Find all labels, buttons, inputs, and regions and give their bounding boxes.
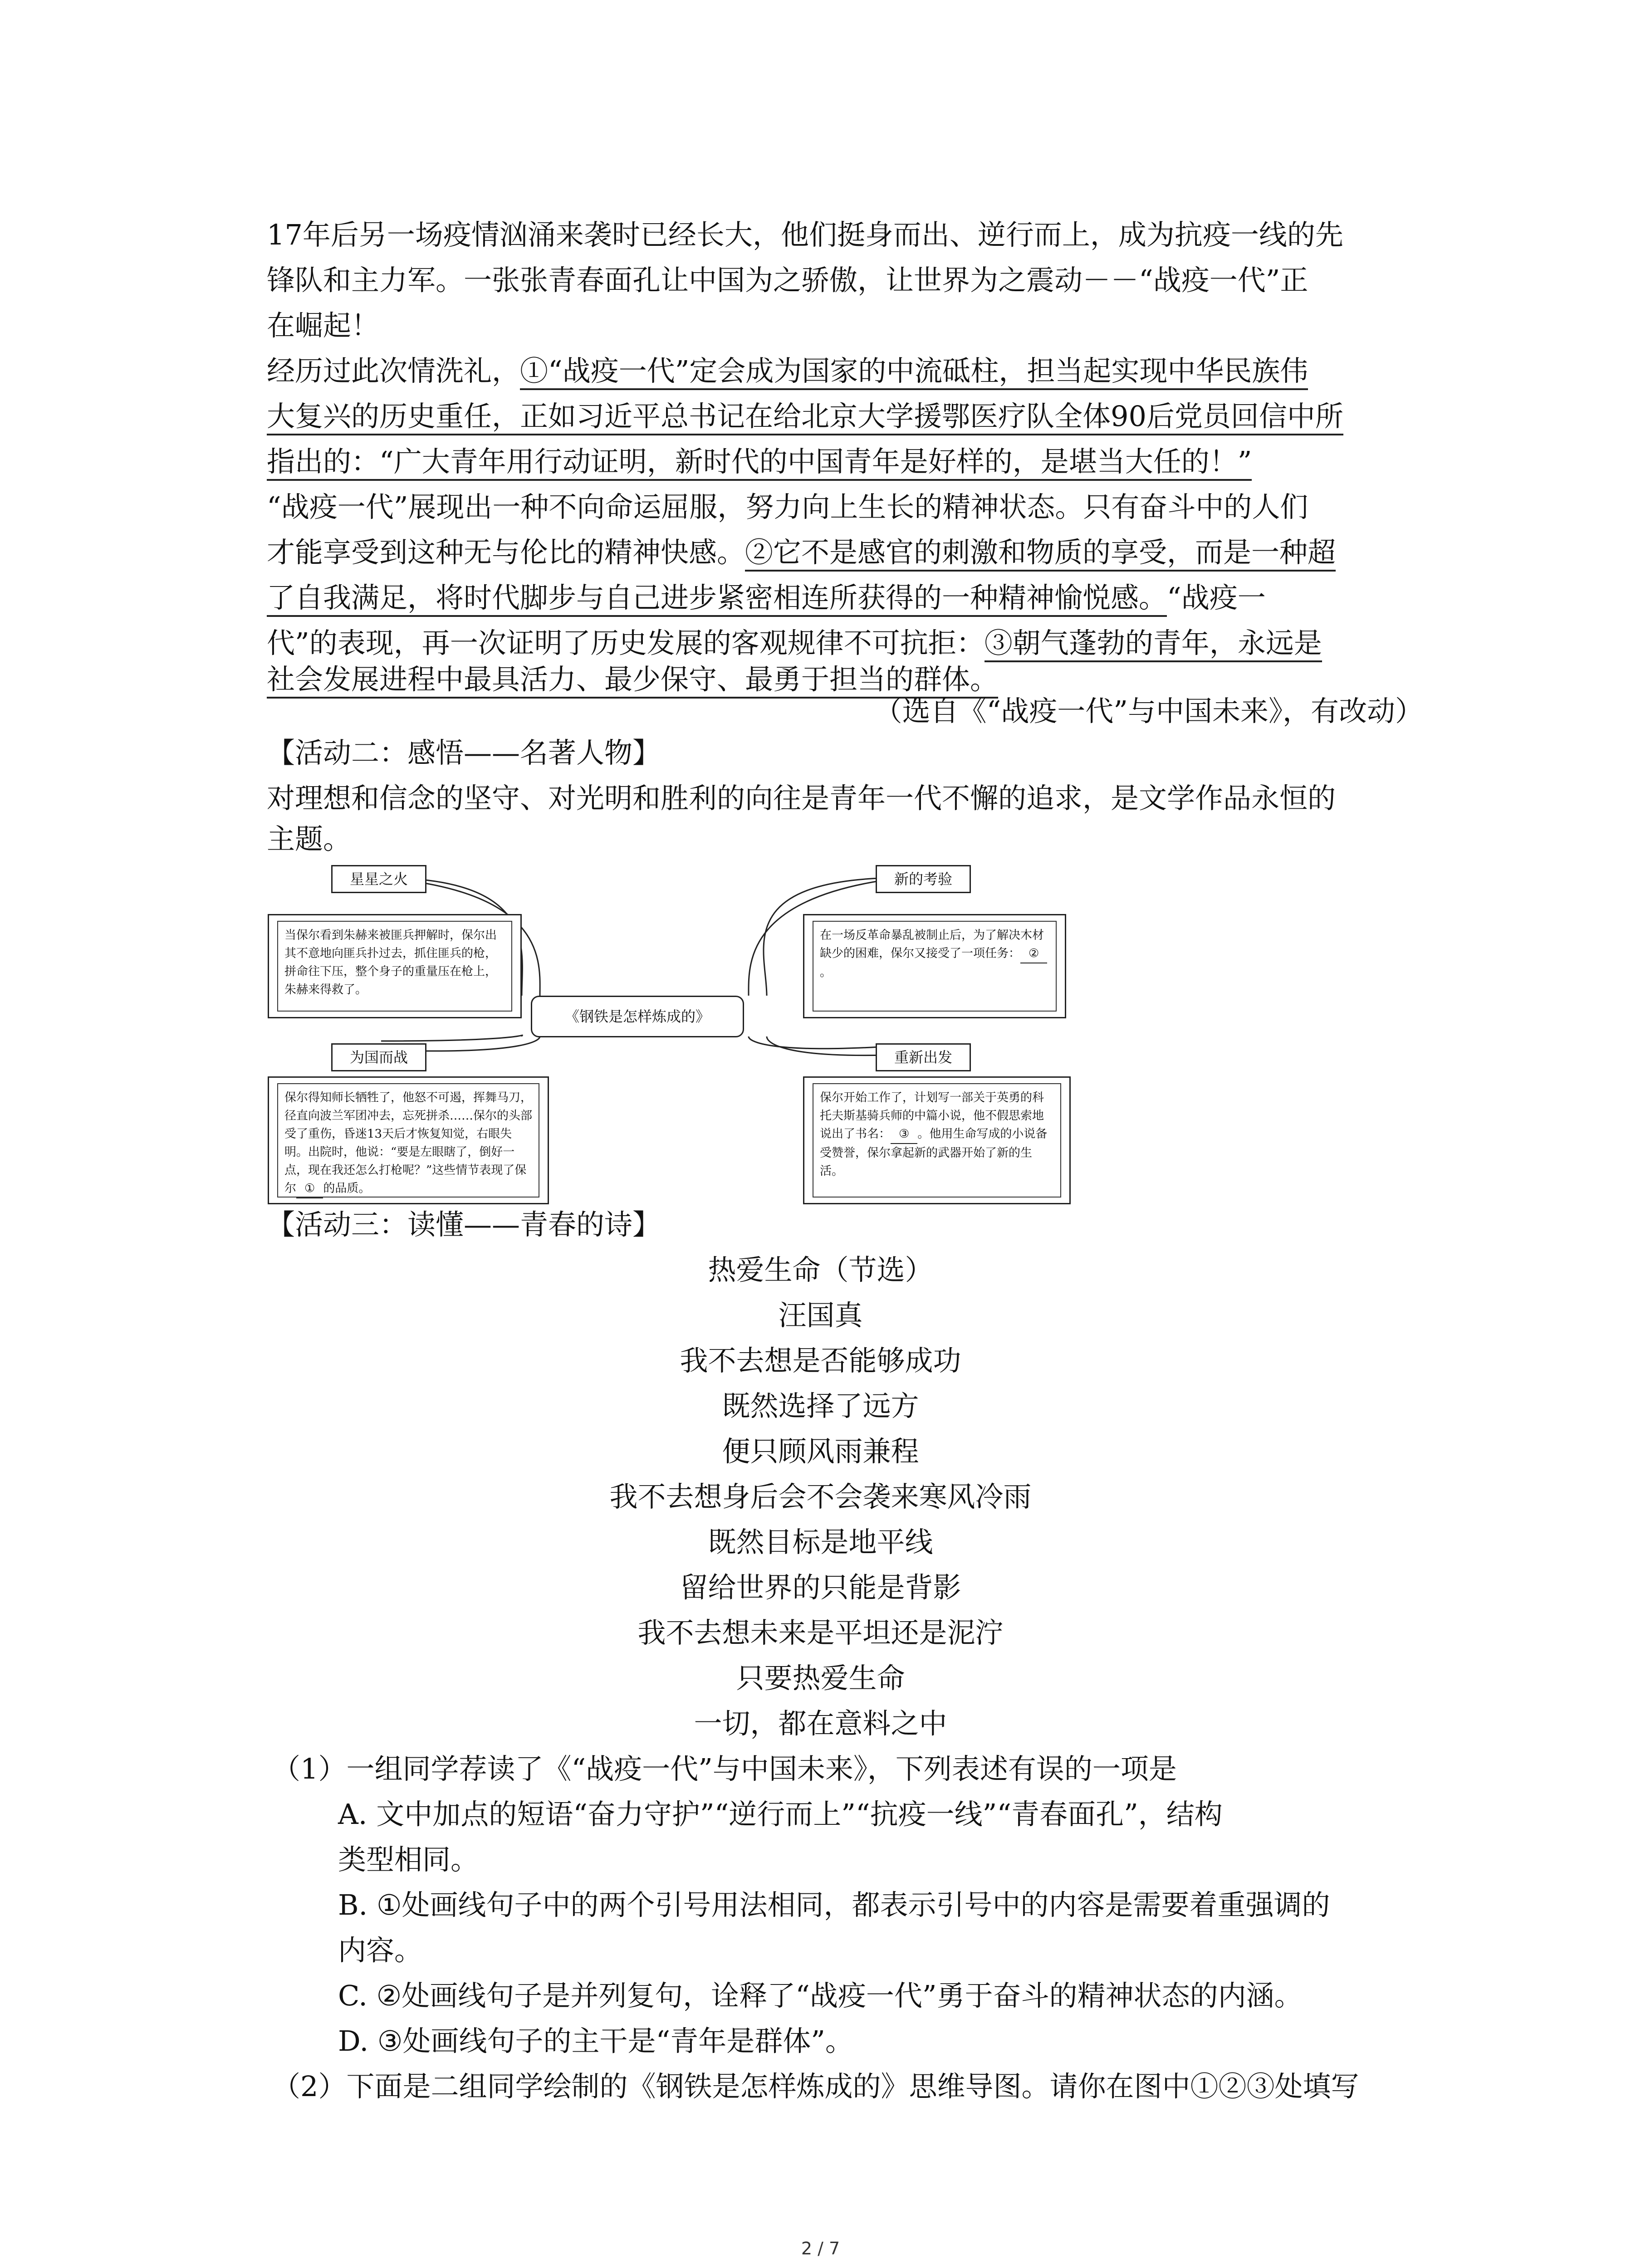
question-2-stem: （2）下面是二组同学绘制的《钢铁是怎样炼成的》思维导图。请你在图中①②③处填写 (272, 2070, 1359, 2103)
underlined-sentence-2b: 了自我满足，将时代脚步与自己进步紧密相连所获得的一种精神愉悦感。 (267, 581, 1167, 617)
poem-line-7: 我不去想未来是平坦还是泥泞 (637, 1616, 1004, 1649)
option-b-line-2: 内容。 (338, 1934, 423, 1967)
box-restart-content (813, 1083, 1061, 1198)
page-number: 2 / 7 (801, 2239, 840, 2258)
article-line-3: 在崛起！ (267, 309, 380, 342)
poem-author: 汪国真 (778, 1299, 863, 1332)
label-new-test: 新的考验 (876, 865, 971, 893)
article-line-5 (267, 394, 1343, 439)
box-fight-text-a: 保尔得知师长牺牲了，他怒不可遏，挥舞马刀，径直向波兰军团冲去，忘死拼杀……保尔的头部受了重伤，昏迷13天后才恢复知觉，右眼失明。出院时，他说：“要是左眼瞎了，倒好一点，现在我还怎么打枪呢？”这些情节表现了保尔 (284, 1091, 533, 1195)
article-line-10-lead: 代”的表现，再一次证明了历史发展的客观规律不可抗拒： (267, 626, 985, 660)
option-a-line-1: A. 文中加点的短语“奋力守护”“逆行而上”“抗疫一线”“青春面孔”，结构 (338, 1798, 1223, 1831)
box-new-test (803, 914, 1066, 1018)
box-spark (268, 914, 522, 1018)
activity3-title: 【活动三：读懂——青春的诗】 (267, 1208, 661, 1241)
question-1-stem: （1）一组同学荐读了《“战疫一代”与中国未来》，下列表述有误的一项是 (272, 1752, 1177, 1785)
underlined-sentence-2a: ②它不是感官的刺激和物质的享受，而是一种超 (745, 536, 1336, 572)
activity2-title: 【活动二：感悟——名著人物】 (267, 736, 661, 769)
article-line-9 (267, 575, 1266, 621)
article-line-8 (267, 530, 1336, 575)
label-restart: 重新出发 (876, 1043, 971, 1071)
blank-3: ③ (891, 1125, 917, 1144)
article-line-4 (267, 348, 1308, 394)
option-c: C. ②处画线句子是并列复句，诠释了“战疫一代”勇于奋斗的精神状态的内涵。 (338, 1979, 1303, 2012)
article-line-1: 17年后另一场疫情汹涌来袭时已经长大，他们挺身而出、逆行而上，成为抗疫一线的先 (267, 218, 1343, 251)
article-line-2: 锋队和主力军。一张张青春面孔让中国为之骄傲，让世界为之震动－－“战疫一代”正 (267, 264, 1308, 297)
box-new-test-text: 在一场反革命暴乱被制止后，为了解决木材缺少的困难，保尔又接受了一项任务： (820, 929, 1044, 960)
box-new-test-content: 在一场反革命暴乱被制止后，为了解决木材缺少的困难，保尔又接受了一项任务： ②。 (813, 921, 1057, 1012)
poem-line-1: 我不去想是否能够成功 (680, 1344, 961, 1377)
poem-line-4: 我不去想身后会不会袭来寒风冷雨 (609, 1480, 1032, 1513)
poem-line-6: 留给世界的只能是背影 (680, 1571, 961, 1604)
option-a-line-2: 类型相同。 (338, 1843, 479, 1876)
article-line-4-lead: 经历过此次情洗礼， (267, 354, 520, 387)
center-book-title: 《钢铁是怎样炼成的》 (531, 996, 744, 1037)
poem-title: 热爱生命（节选） (708, 1253, 933, 1286)
article-source: （选自《“战疫一代”与中国未来》，有改动） (874, 694, 1423, 728)
mind-map (268, 860, 1084, 1204)
poem-line-3: 便只顾风雨兼程 (722, 1435, 919, 1468)
article-line-9-tail: “战疫一 (1167, 581, 1266, 614)
poem-line-2: 既然选择了远方 (722, 1389, 919, 1422)
activity2-intro-line-2: 主题。 (267, 822, 352, 855)
box-restart (803, 1076, 1071, 1204)
poem-line-9: 一切，都在意料之中 (694, 1707, 947, 1740)
blank-2: ② (1020, 944, 1047, 963)
box-restart-text-a: 保尔开始工作了，计划写一部关于英勇的科托夫斯基骑兵师的中篇小说，他不假思索地说出了书名： (820, 1091, 1044, 1141)
article-line-8-lead: 才能享受到这种无与伦比的精神快感。 (267, 536, 745, 569)
label-fight-for-country: 为国而战 (331, 1043, 426, 1071)
article-line-6 (267, 439, 1252, 484)
option-d: D. ③处画线句子的主干是“青年是群体”。 (338, 2024, 853, 2058)
box-fight-text-b: 的品质。 (323, 1182, 371, 1195)
activity2-intro-line-1: 对理想和信念的坚守、对光明和胜利的向往是青年一代不懈的追求，是文学作品永恒的 (267, 782, 1336, 815)
underlined-sentence-3b: 社会发展进程中最具活力、最少保守、最勇于担当的群体。 (267, 663, 998, 699)
poem-line-5: 既然目标是地平线 (708, 1525, 933, 1559)
box-fight-for-country (268, 1076, 549, 1204)
box-spark-text: 当保尔看到朱赫来被匪兵押解时，保尔出其不意地向匪兵扑过去，抓住匪兵的枪，拼命往下压，整个身子的重量压在枪上，朱赫来得救了。 (277, 921, 512, 1012)
box-restart-text-b: 。他用生命写成的小说备受赞誉，保尔拿起新的武器开始了新的生活。 (820, 1127, 1048, 1178)
underlined-sentence-1a: ①“战疫一代”定会成为国家的中流砥柱，担当起实现中华民族伟 (520, 354, 1308, 390)
underlined-sentence-1b: 大复兴的历史重任，正如习近平总书记在给北京大学援鄂医疗队全体90后党员回信中所 (267, 400, 1343, 435)
underlined-sentence-3a: ③朝气蓬勃的青年，永远是 (985, 626, 1322, 662)
article-line-7: “战疫一代”展现出一种不向命运屈服，努力向上生长的精神状态。只有奋斗中的人们 (267, 490, 1308, 523)
label-spark: 星星之火 (331, 865, 426, 893)
option-b-line-1: B. ①处画线句子中的两个引号用法相同，都表示引号中的内容是需要着重强调的 (338, 1888, 1330, 1921)
box-fight-content (277, 1083, 539, 1198)
underlined-sentence-1c: 指出的：“广大青年用行动证明，新时代的中国青年是好样的，是堪当大任的！” (267, 445, 1252, 481)
blank-1: ① (296, 1179, 323, 1198)
poem-line-8: 只要热爱生命 (736, 1662, 905, 1695)
